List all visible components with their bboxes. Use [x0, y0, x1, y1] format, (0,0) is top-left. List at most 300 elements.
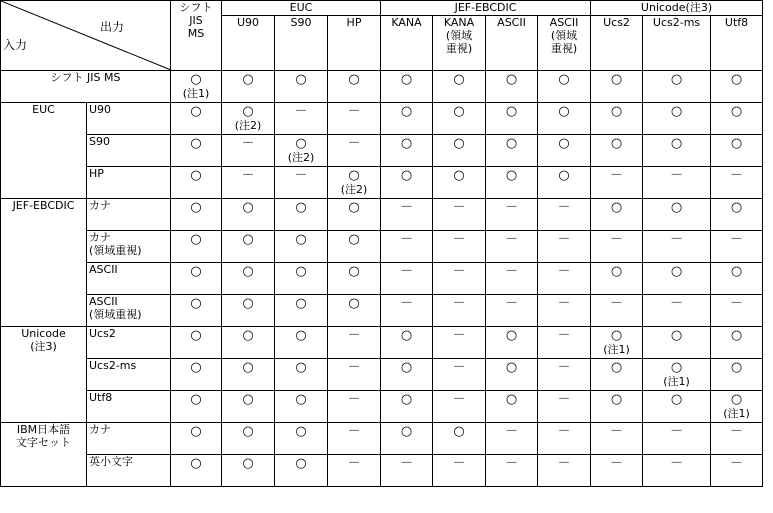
supported-mark: ○ [242, 360, 254, 375]
supported-mark: ○ [295, 424, 307, 439]
table-cell [328, 423, 381, 455]
table-row [1, 135, 763, 167]
supported-mark: ○ [190, 232, 202, 247]
table-cell [538, 327, 591, 359]
table-cell [643, 231, 711, 263]
row-subheader: HP [87, 167, 171, 199]
table-cell [486, 231, 538, 263]
table-cell [643, 455, 711, 487]
table-cell [433, 423, 486, 455]
unsupported-mark: － [505, 264, 519, 279]
supported-mark: ○ [505, 104, 518, 119]
table-cell [591, 263, 643, 295]
table-cell [643, 423, 711, 455]
supported-mark: ○ [348, 264, 360, 279]
table-row [1, 455, 763, 487]
table-cell [486, 71, 538, 103]
table-cell [328, 327, 381, 359]
table-cell [275, 71, 328, 103]
table-cell [643, 263, 711, 295]
unsupported-mark: － [610, 168, 624, 183]
supported-mark: ○ [670, 360, 683, 375]
supported-mark: ○ [295, 136, 307, 151]
table-cell [381, 135, 433, 167]
row-subheader: 英小文字 [87, 455, 171, 487]
cell-note: (注2) [234, 119, 262, 132]
table-cell [222, 135, 275, 167]
table-cell [538, 71, 591, 103]
supported-mark: ○ [190, 328, 202, 343]
unsupported-mark: － [505, 200, 519, 215]
supported-mark: ○ [730, 392, 743, 407]
supported-mark: ○ [190, 264, 202, 279]
table-cell [328, 167, 381, 199]
supported-mark: ○ [242, 296, 254, 311]
unsupported-mark: － [241, 168, 255, 183]
unsupported-mark: － [452, 392, 466, 407]
supported-mark: ○ [610, 72, 623, 87]
supported-mark: ○ [242, 424, 254, 439]
supported-mark: ○ [505, 328, 518, 343]
row-subheader: ASCII (領域重視) [87, 295, 171, 327]
row-subheader: U90 [87, 103, 171, 135]
supported-mark: ○ [295, 200, 307, 215]
table-cell [643, 295, 711, 327]
supported-mark: ○ [400, 360, 413, 375]
unsupported-mark: － [730, 232, 744, 247]
unsupported-mark: － [610, 456, 624, 471]
unsupported-mark: － [452, 232, 466, 247]
unsupported-mark: － [557, 200, 571, 215]
supported-mark: ○ [242, 392, 254, 407]
table-cell [328, 231, 381, 263]
unsupported-mark: － [347, 104, 361, 119]
unsupported-mark: － [505, 424, 519, 439]
supported-mark: ○ [670, 392, 683, 407]
supported-mark: ○ [505, 360, 518, 375]
unsupported-mark: － [557, 296, 571, 311]
table-row [1, 391, 763, 423]
col-subheader: Ucs2 [591, 16, 643, 71]
table-cell [538, 295, 591, 327]
table-cell [591, 71, 643, 103]
cell-note: (注1) [723, 407, 750, 420]
table-cell [222, 359, 275, 391]
cell-note: (注1) [663, 375, 690, 388]
table-cell [486, 391, 538, 423]
table-cell [538, 455, 591, 487]
table-cell [328, 263, 381, 295]
unsupported-mark: － [400, 200, 414, 215]
table-cell [591, 423, 643, 455]
table-cell [275, 295, 328, 327]
table-cell [171, 135, 222, 167]
table-cell [711, 71, 763, 103]
supported-mark: ○ [453, 136, 465, 151]
supported-mark: ○ [242, 72, 254, 87]
col-group-euc: EUC [222, 1, 381, 16]
table-cell [486, 199, 538, 231]
unsupported-mark: － [452, 264, 466, 279]
table-cell [486, 359, 538, 391]
supported-mark: ○ [400, 328, 413, 343]
supported-mark: ○ [610, 392, 623, 407]
table-cell [222, 295, 275, 327]
supported-mark: ○ [242, 104, 254, 119]
row-subheader: Ucs2 [87, 327, 171, 359]
table-cell [433, 103, 486, 135]
table-cell [433, 263, 486, 295]
supported-mark: ○ [400, 392, 413, 407]
table-cell [643, 135, 711, 167]
table-cell [591, 455, 643, 487]
cell-note: (注1) [603, 343, 630, 356]
cell-note: (注1) [182, 87, 210, 100]
table-row [1, 263, 763, 295]
unsupported-mark: － [400, 264, 414, 279]
table-cell [275, 135, 328, 167]
unsupported-mark: － [400, 232, 414, 247]
table-cell [591, 103, 643, 135]
table-cell [538, 423, 591, 455]
supported-mark: ○ [242, 200, 254, 215]
supported-mark: ○ [670, 328, 683, 343]
supported-mark: ○ [295, 72, 307, 87]
table-cell [381, 71, 433, 103]
unsupported-mark: － [557, 232, 571, 247]
table-cell [171, 423, 222, 455]
supported-mark: ○ [400, 424, 413, 439]
table-cell [328, 295, 381, 327]
table-cell [538, 167, 591, 199]
supported-mark: ○ [670, 72, 683, 87]
table-cell [538, 231, 591, 263]
supported-mark: ○ [400, 104, 413, 119]
supported-mark: ○ [730, 360, 743, 375]
table-cell [433, 135, 486, 167]
supported-mark: ○ [190, 104, 202, 119]
table-cell [643, 327, 711, 359]
unsupported-mark: － [400, 456, 414, 471]
table-cell [711, 263, 763, 295]
unsupported-mark: － [730, 296, 744, 311]
table-cell [275, 423, 328, 455]
supported-mark: ○ [190, 296, 202, 311]
unsupported-mark: － [670, 424, 684, 439]
table-cell [222, 103, 275, 135]
row-subheader: Utf8 [87, 391, 171, 423]
table-cell [171, 391, 222, 423]
supported-mark: ○ [295, 360, 307, 375]
table-cell [433, 455, 486, 487]
row-group-ibm-japanese: IBM日本語 文字セット [1, 423, 87, 487]
table-row [1, 199, 763, 231]
unsupported-mark: － [730, 424, 744, 439]
table-cell [711, 199, 763, 231]
table-cell [171, 295, 222, 327]
table-cell [591, 167, 643, 199]
table-cell [711, 135, 763, 167]
table-cell [591, 391, 643, 423]
unsupported-mark: － [610, 424, 624, 439]
unsupported-mark: － [610, 232, 624, 247]
row-group-jef-ebcdic: JEF-EBCDIC [1, 199, 87, 327]
table-cell [275, 359, 328, 391]
supported-mark: ○ [295, 456, 307, 471]
row-subheader: カナ [87, 423, 171, 455]
supported-mark: ○ [348, 72, 360, 87]
row-subheader: カナ (領域重視) [87, 231, 171, 263]
table-cell [433, 295, 486, 327]
table-cell [381, 327, 433, 359]
supported-mark: ○ [505, 136, 518, 151]
unsupported-mark: － [610, 296, 624, 311]
supported-mark: ○ [558, 104, 570, 119]
table-row [1, 423, 763, 455]
table-cell [328, 455, 381, 487]
table-cell [711, 231, 763, 263]
supported-mark: ○ [558, 72, 570, 87]
input-axis-label: 入力 [3, 38, 28, 52]
unsupported-mark: － [347, 392, 361, 407]
table-cell [171, 167, 222, 199]
table-cell [275, 231, 328, 263]
table-cell [538, 359, 591, 391]
col-subheader: ASCII [486, 16, 538, 71]
supported-mark: ○ [242, 328, 254, 343]
table-cell [486, 327, 538, 359]
unsupported-mark: － [505, 296, 519, 311]
supported-mark: ○ [453, 424, 465, 439]
table-cell [591, 231, 643, 263]
supported-mark: ○ [453, 72, 465, 87]
table-cell [222, 327, 275, 359]
table-cell [275, 263, 328, 295]
unsupported-mark: － [294, 168, 308, 183]
supported-mark: ○ [610, 360, 623, 375]
cell-note: (注2) [340, 183, 368, 196]
unsupported-mark: － [294, 104, 308, 119]
table-cell [275, 167, 328, 199]
table-cell [591, 327, 643, 359]
table-cell [222, 167, 275, 199]
unsupported-mark: － [347, 456, 361, 471]
supported-mark: ○ [400, 136, 413, 151]
header-corner-cell [1, 1, 171, 71]
col-group-unicode: Unicode(注3) [591, 1, 763, 16]
table-cell [328, 199, 381, 231]
table-cell [591, 359, 643, 391]
table-cell [222, 71, 275, 103]
table-cell [171, 327, 222, 359]
supported-mark: ○ [348, 296, 360, 311]
unsupported-mark: － [400, 296, 414, 311]
supported-mark: ○ [190, 168, 202, 183]
supported-mark: ○ [453, 168, 465, 183]
table-cell [711, 423, 763, 455]
table-cell [486, 423, 538, 455]
supported-mark: ○ [295, 264, 307, 279]
supported-mark: ○ [730, 200, 743, 215]
supported-mark: ○ [610, 104, 623, 119]
supported-mark: ○ [505, 72, 518, 87]
supported-mark: ○ [730, 264, 743, 279]
table-cell [381, 263, 433, 295]
table-cell [222, 199, 275, 231]
table-cell [433, 167, 486, 199]
table-cell [171, 103, 222, 135]
table-cell [711, 359, 763, 391]
unsupported-mark: － [347, 328, 361, 343]
table-cell [433, 359, 486, 391]
supported-mark: ○ [400, 72, 413, 87]
table-cell [486, 455, 538, 487]
supported-mark: ○ [610, 328, 623, 343]
table-cell [711, 391, 763, 423]
table-row [1, 231, 763, 263]
col-subheader: Utf8 [711, 16, 763, 71]
table-cell [171, 71, 222, 103]
col-subheader: S90 [275, 16, 328, 71]
unsupported-mark: － [670, 232, 684, 247]
table-row [1, 103, 763, 135]
table-cell [171, 455, 222, 487]
table-cell [643, 103, 711, 135]
table-cell [643, 199, 711, 231]
supported-mark: ○ [190, 456, 202, 471]
supported-mark: ○ [730, 136, 743, 151]
row-header-shift-jis-ms: シフト JIS MS [1, 71, 171, 103]
unsupported-mark: － [557, 328, 571, 343]
col-subheader: KANA (領域 重視) [433, 16, 486, 71]
row-group-euc: EUC [1, 103, 87, 199]
table-cell [381, 359, 433, 391]
table-row [1, 295, 763, 327]
supported-mark: ○ [190, 392, 202, 407]
table-cell [643, 359, 711, 391]
col-subheader: Ucs2-ms [643, 16, 711, 71]
supported-mark: ○ [295, 328, 307, 343]
supported-mark: ○ [670, 264, 683, 279]
table-cell [538, 199, 591, 231]
supported-mark: ○ [730, 328, 743, 343]
col-subheader: KANA [381, 16, 433, 71]
diagonal-divider [1, 1, 171, 70]
supported-mark: ○ [505, 168, 518, 183]
unsupported-mark: － [505, 456, 519, 471]
col-subheader: U90 [222, 16, 275, 71]
table-cell [171, 199, 222, 231]
table-cell [328, 103, 381, 135]
supported-mark: ○ [610, 136, 623, 151]
unsupported-mark: － [557, 360, 571, 375]
table-cell [711, 167, 763, 199]
supported-mark: ○ [190, 72, 202, 87]
unsupported-mark: － [557, 392, 571, 407]
supported-mark: ○ [453, 104, 465, 119]
table-cell [222, 231, 275, 263]
supported-mark: ○ [670, 200, 683, 215]
unsupported-mark: － [670, 168, 684, 183]
table-row [1, 359, 763, 391]
supported-mark: ○ [242, 456, 254, 471]
table-cell [433, 327, 486, 359]
table-cell [711, 327, 763, 359]
table-cell [643, 71, 711, 103]
table-cell [381, 455, 433, 487]
supported-mark: ○ [610, 200, 623, 215]
table-cell [222, 391, 275, 423]
row-subheader: カナ [87, 199, 171, 231]
unsupported-mark: － [347, 136, 361, 151]
table-cell [328, 359, 381, 391]
table-cell [275, 327, 328, 359]
unsupported-mark: － [347, 424, 361, 439]
table-cell [381, 231, 433, 263]
table-cell [486, 103, 538, 135]
table-row [1, 167, 763, 199]
table-cell [381, 167, 433, 199]
supported-mark: ○ [730, 104, 743, 119]
table-cell [381, 295, 433, 327]
col-header-shift-jis-ms: シフト JIS MS [171, 1, 222, 71]
supported-mark: ○ [400, 168, 413, 183]
unsupported-mark: － [452, 456, 466, 471]
table-cell [591, 135, 643, 167]
supported-mark: ○ [295, 296, 307, 311]
supported-mark: ○ [670, 136, 683, 151]
unsupported-mark: － [452, 296, 466, 311]
unsupported-mark: － [730, 168, 744, 183]
table-cell [222, 455, 275, 487]
unsupported-mark: － [452, 328, 466, 343]
supported-mark: ○ [190, 136, 202, 151]
row-group-unicode: Unicode (注3) [1, 327, 87, 423]
table-cell [486, 263, 538, 295]
table-cell [275, 199, 328, 231]
table-cell [433, 71, 486, 103]
supported-mark: ○ [348, 232, 360, 247]
cell-note: (注2) [287, 151, 315, 164]
unsupported-mark: － [505, 232, 519, 247]
unsupported-mark: － [241, 136, 255, 151]
table-row [1, 327, 763, 359]
supported-mark: ○ [348, 200, 360, 215]
table-cell [381, 391, 433, 423]
unsupported-mark: － [347, 360, 361, 375]
table-cell [486, 135, 538, 167]
table-cell [538, 103, 591, 135]
supported-mark: ○ [190, 360, 202, 375]
supported-mark: ○ [295, 392, 307, 407]
table-cell [643, 391, 711, 423]
supported-mark: ○ [190, 200, 202, 215]
supported-mark: ○ [242, 232, 254, 247]
supported-mark: ○ [558, 168, 570, 183]
table-cell [433, 199, 486, 231]
unsupported-mark: － [557, 456, 571, 471]
table-cell [275, 455, 328, 487]
supported-mark: ○ [348, 168, 360, 183]
unsupported-mark: － [557, 424, 571, 439]
supported-mark: ○ [730, 72, 743, 87]
unsupported-mark: － [557, 264, 571, 279]
table-cell [711, 103, 763, 135]
row-subheader: Ucs2-ms [87, 359, 171, 391]
table-cell [328, 135, 381, 167]
supported-mark: ○ [558, 136, 570, 151]
table-cell [171, 359, 222, 391]
